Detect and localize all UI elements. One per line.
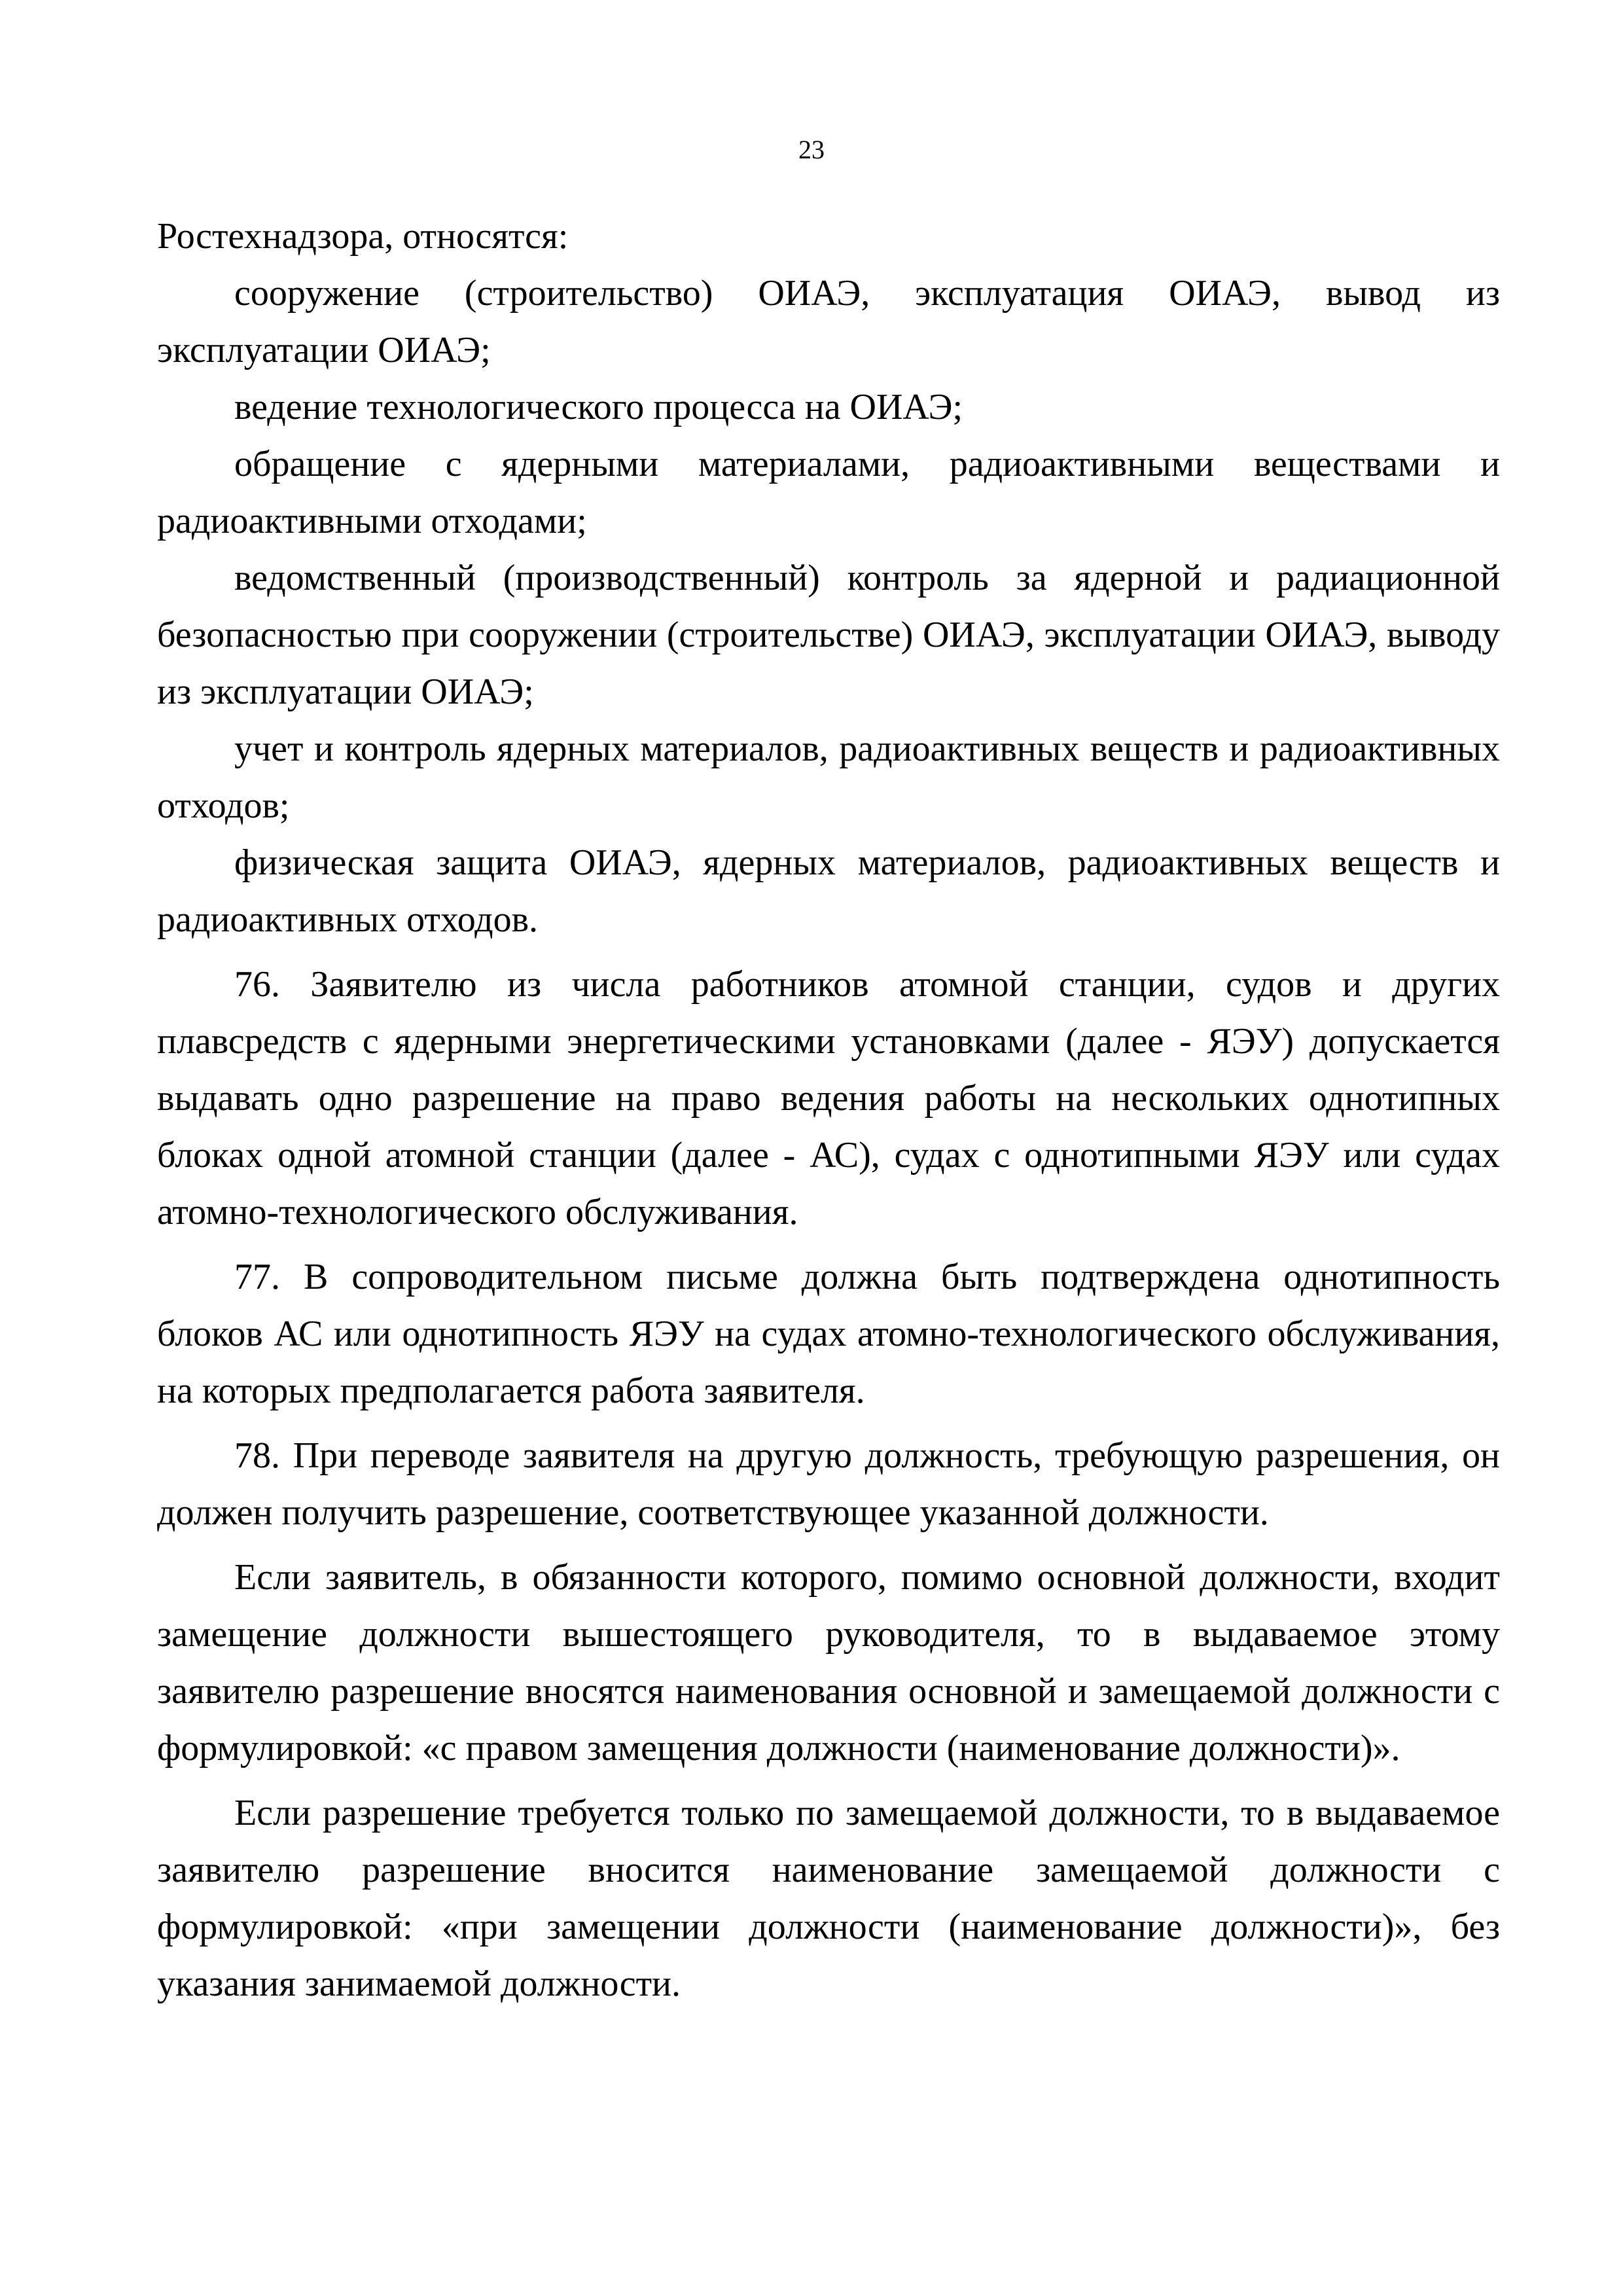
list-item-materials-handling: обращение с ядерными материалами, радиоактивными веществами и радиоактивными отходами; bbox=[157, 444, 1500, 541]
paragraph-substitution-only: Если разрешение требуется только по замещаемой должности, то в выдаваемое заявителю разрешение вносится наименование замещаемой должности с формулировкой: «при замещении должности (наименование должности)», без указания занимаемой должности. bbox=[157, 1793, 1500, 2004]
list-item-control: ведомственный (производственный) контроль за ядерной и радиационной безопасностью при сооружении (строительстве) ОИАЭ, эксплуатации ОИАЭ, выводу из эксплуатации ОИАЭ; bbox=[157, 558, 1500, 712]
page-number: 23 bbox=[798, 135, 825, 164]
list-item-construction: сооружение (строительство) ОИАЭ, эксплуатация ОИАЭ, вывод из эксплуатации ОИАЭ; bbox=[157, 273, 1500, 370]
paragraph-substitution-rights: Если заявитель, в обязанности которого, помимо основной должности, входит замещение должности вышестоящего руководителя, то в выдаваемое этому заявителю разрешение вносятся наименования основной и замещаемой должности с формулировкой: «с правом замещения должности (наименование должности)». bbox=[157, 1557, 1500, 1768]
clause-77: 77. В сопроводительном письме должна быть подтверждена однотипность блоков АС или однотипность ЯЭУ на судах атомно-технологического обслуживания, на которых предполагается работа заявителя. bbox=[157, 1257, 1500, 1411]
list-item-accounting: учет и контроль ядерных материалов, радиоактивных веществ и радиоактивных отходов; bbox=[157, 728, 1500, 826]
clause-76: 76. Заявителю из числа работников атомной станции, судов и других плавсредств с ядерными энергетическими установками (далее - ЯЭУ) допускается выдавать одно разрешение на право ведения работы на нескольких однотипных блоках одной атомной станции (далее - АС), судах с однотипными ЯЭУ или судах атомно-технологического обслуживания. bbox=[157, 964, 1500, 1232]
list-item-process: ведение технологического процесса на ОИАЭ; bbox=[234, 387, 963, 427]
document-body bbox=[157, 208, 1500, 2013]
list-item-physical-protection: физическая защита ОИАЭ, ядерных материалов, радиоактивных веществ и радиоактивных отходов. bbox=[157, 842, 1500, 940]
paragraph-continuation: Ростехнадзора, относятся: bbox=[157, 216, 569, 257]
clause-78: 78. При переводе заявителя на другую должность, требующую разрешения, он должен получить разрешение, соответствующее указанной должности. bbox=[157, 1435, 1500, 1533]
